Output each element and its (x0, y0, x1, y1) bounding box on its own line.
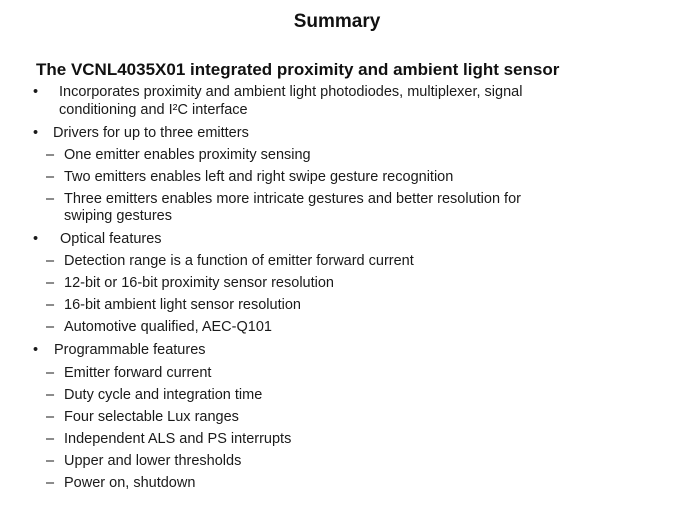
dash-marker: – (46, 319, 55, 335)
bullet-marker: • (33, 125, 39, 141)
slide-subtitle: The VCNL4035X01 integrated proximity and ambient light sensor (36, 60, 560, 79)
sub-bullet-text: Duty cycle and integration time (64, 387, 263, 403)
sub-bullet-text: Emitter forward current (64, 365, 212, 381)
sub-bullet-text: swiping gestures (64, 208, 172, 224)
sub-bullet-text: Three emitters enables more intricate gestures and better resolution for (64, 191, 521, 207)
bullet-marker: • (33, 84, 39, 100)
sub-bullet-text: Power on, shutdown (64, 475, 196, 491)
dash-marker: – (46, 475, 55, 491)
sub-bullet-text: Automotive qualified, AEC-Q101 (64, 319, 272, 335)
dash-marker: – (46, 409, 55, 425)
sub-bullet-text: 12-bit or 16-bit proximity sensor resolution (64, 275, 334, 291)
dash-marker: – (46, 297, 55, 313)
sub-bullet-text: One emitter enables proximity sensing (64, 147, 311, 163)
dash-marker: – (46, 275, 55, 291)
sub-bullet-text: Independent ALS and PS interrupts (64, 431, 292, 447)
bullet-text: Optical features (60, 231, 162, 247)
bullet-marker: • (33, 342, 39, 358)
dash-marker: – (46, 387, 55, 403)
dash-marker: – (46, 253, 55, 269)
bullet-text: conditioning and I²C interface (59, 102, 248, 118)
sub-bullet-text: 16-bit ambient light sensor resolution (64, 297, 301, 313)
sub-bullet-text: Detection range is a function of emitter forward current (64, 253, 414, 269)
bullet-marker: • (33, 231, 39, 247)
bullet-text: Programmable features (54, 342, 206, 358)
sub-bullet-text: Two emitters enables left and right swipe gesture recognition (64, 169, 454, 185)
dash-marker: – (46, 431, 55, 447)
dash-marker: – (46, 147, 55, 163)
bullet-text: Incorporates proximity and ambient light photodiodes, multiplexer, signal (59, 84, 523, 100)
sub-bullet-text: Four selectable Lux ranges (64, 409, 239, 425)
bullet-text: Drivers for up to three emitters (53, 125, 249, 141)
dash-marker: – (46, 191, 55, 207)
dash-marker: – (46, 169, 55, 185)
sub-bullet-text: Upper and lower thresholds (64, 453, 242, 469)
dash-marker: – (46, 453, 55, 469)
slide-title: Summary (293, 11, 381, 32)
dash-marker: – (46, 365, 55, 381)
